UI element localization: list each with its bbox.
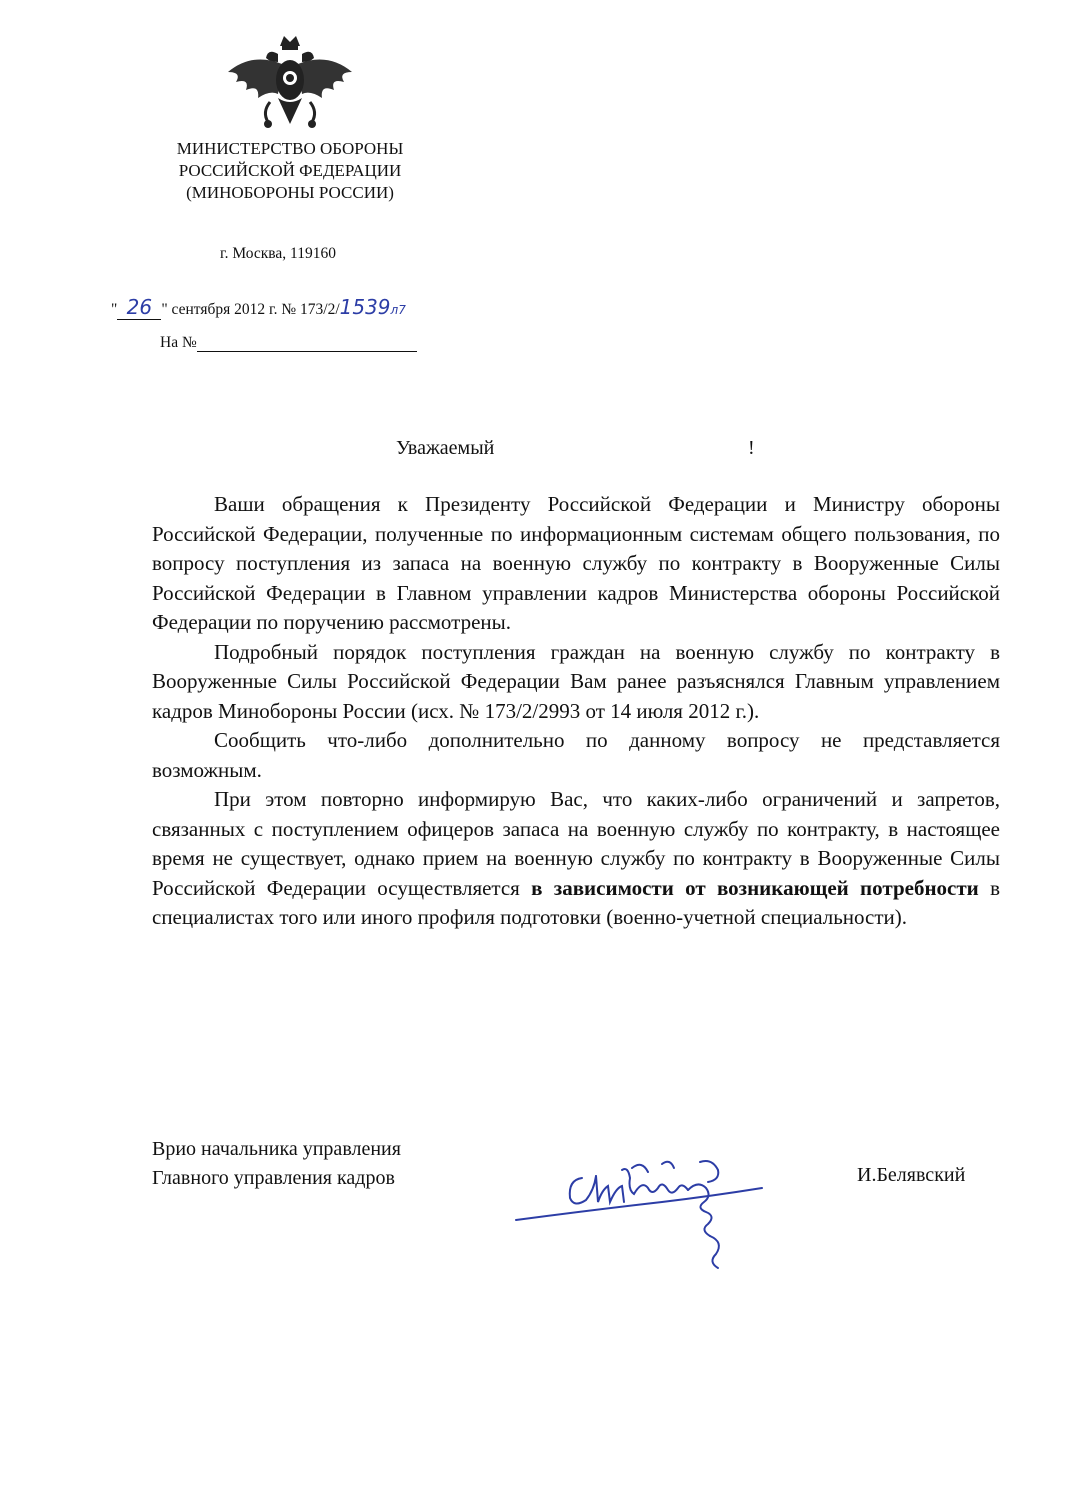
paragraph-4-bold: в зависимости от возникающей потребности <box>531 875 979 900</box>
quote-close: " <box>161 301 168 318</box>
greeting: Уважаемый <box>396 437 495 459</box>
letterhead-line-1: МИНИСТЕРСТВО ОБОРОНЫ <box>176 139 404 158</box>
quote-open: " <box>111 301 118 318</box>
signatory-name: И.Белявский <box>857 1164 966 1186</box>
paragraph-4-start: При этом повторно информирую Вас, что каких-либо ограничений и запретов, связанных с поступлением офицеров запаса на военную службу по контракту, в настоящее время не существует, однако прием на военную службу по контракту в Вооруженные Силы Российской Федерации осуществляется <box>152 787 1000 900</box>
city-address: г. Москва, 119160 <box>220 245 336 262</box>
handwritten-suffix: л7 <box>390 303 406 317</box>
letterhead-line-2: РОССИЙСКОЙ ФЕДЕРАЦИИ <box>178 161 402 180</box>
date-line <box>111 295 406 320</box>
signatory-title-line-2: Главного управления кадров <box>152 1167 395 1189</box>
ministry-emblem <box>222 32 358 138</box>
paragraph-2: Подробный порядок поступления граждан на военную службу по контракту в Вооруженные Силы Российской Федерации Вам ранее разъяснялся Главным управлением кадров Минобороны России (исх. № 173/2/2993 от 14 июля 2012 г.). <box>152 639 1000 723</box>
signatory-title-line-1: Врио начальника управления <box>152 1138 401 1160</box>
paragraph-3: Сообщить что-либо дополнительно по данному вопросу не представляется возможным. <box>152 728 1000 782</box>
day-underline <box>117 295 161 320</box>
handwritten-signature <box>512 1150 782 1275</box>
handwritten-day: 26 <box>126 295 153 319</box>
signatory-title <box>152 1135 401 1193</box>
reply-to-blank <box>197 335 417 352</box>
letterhead <box>130 138 450 204</box>
paragraph-1: Ваши обращения к Президенту Российской Федерации и Министру обороны Российской Федерации, полученные по информационным системам общего пользования, по вопросу поступления из запаса на военную службу по контракту в Вооруженные Силы Российской Федерации в Главном управлении кадров Министерства обороны Российской Федерации по поручению рассмотрены. <box>152 492 1000 634</box>
letter-body <box>152 490 1000 933</box>
paragraph-4 <box>152 785 1000 933</box>
month-year-number: сентября 2012 г. № 173/2/ <box>167 301 340 318</box>
letterhead-line-3: (МИНОБОРОНЫ РОССИИ) <box>186 183 394 202</box>
paragraph-4-end: в специалистах того или иного профиля подготовки (военно-учетной специальности). <box>152 875 1001 929</box>
reply-to-label: На № <box>160 334 197 351</box>
handwritten-number: 1539 <box>339 295 391 319</box>
greeting-exclamation: ! <box>748 437 755 459</box>
reply-to-line <box>160 334 417 352</box>
